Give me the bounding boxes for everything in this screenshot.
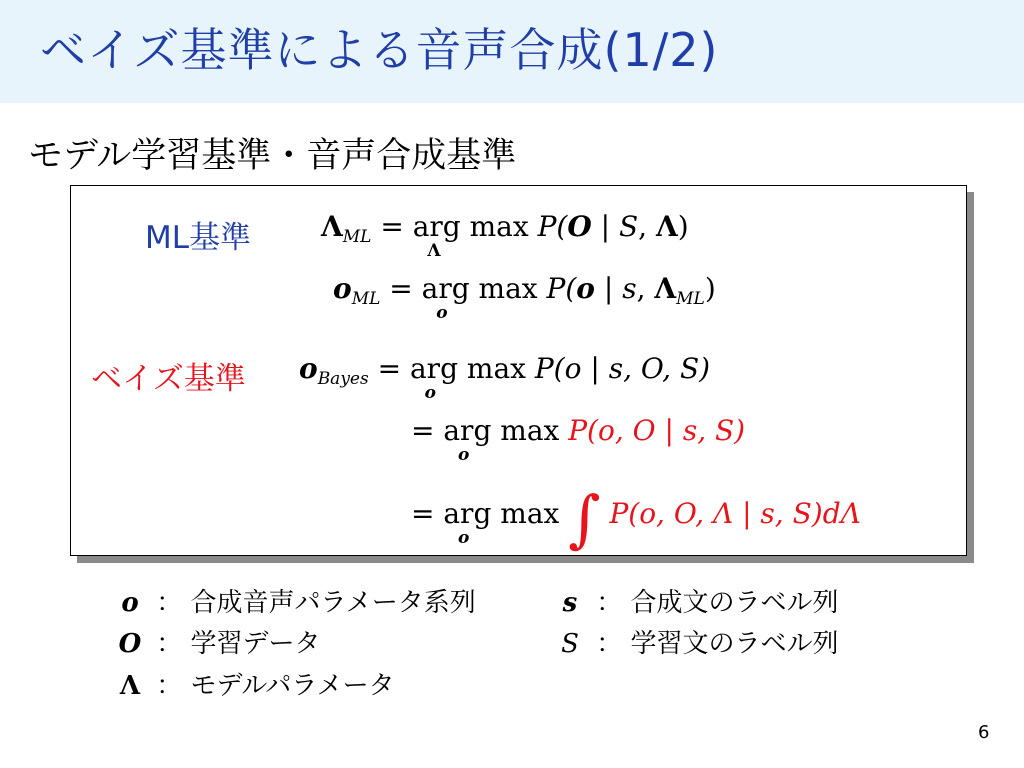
- bayes-criterion-label: ベイズ基準: [91, 361, 246, 397]
- legend-separator: ：: [156, 629, 183, 659]
- integral-symbol: ∫: [568, 482, 601, 555]
- o-ml-symbol: o: [333, 272, 352, 305]
- legend-symbol: o: [121, 588, 139, 618]
- legend-separator: ：: [156, 671, 183, 701]
- legend-item-o: [112, 582, 476, 619]
- equation-bayes-1: [299, 352, 711, 403]
- legend-item-lambda: [112, 665, 395, 702]
- bayes-rhs-1: P(o | s, O, S): [534, 352, 711, 385]
- argmax-operator: = arg max o: [389, 272, 538, 323]
- equation-ml-lambda: $\Lambda_{ML}$ = arg max Λ P(O | S, Λ): [321, 210, 689, 261]
- o-ml-subscript: ML: [351, 289, 381, 309]
- lambda-ml-subscript: ML: [342, 227, 372, 247]
- argmax-operator: = arg max o: [411, 497, 560, 548]
- equation-bayes-3: [411, 482, 861, 555]
- equation-box: [70, 185, 967, 556]
- slide-title: ベイズ基準による音声合成(1/2): [40, 23, 719, 77]
- o-bayes-symbol: o: [299, 352, 318, 385]
- legend-separator: ：: [156, 588, 183, 618]
- legend-separator: ：: [596, 588, 623, 618]
- legend-text: 合成文のラベル列: [630, 588, 839, 618]
- equation-bayes-2: [411, 414, 746, 465]
- slide-subtitle: モデル学習基準・音声合成基準: [28, 136, 517, 176]
- legend-item-s: [552, 582, 839, 619]
- argmax-operator: = arg max Λ: [380, 210, 529, 261]
- legend-symbol: S: [561, 629, 579, 659]
- argmax-under-o: o: [436, 303, 448, 323]
- argmax-under-o: o: [424, 383, 436, 403]
- argmax-operator: = arg max o: [411, 414, 560, 465]
- legend-text: モデルパラメータ: [190, 671, 395, 701]
- legend-text: 学習データ: [190, 629, 321, 659]
- legend-text: 学習文のラベル列: [630, 629, 839, 659]
- ml-criterion-label: ML基準: [145, 220, 252, 256]
- argmax-operator: = arg max o: [377, 352, 526, 403]
- legend-text: 合成音声パラメータ系列: [190, 588, 476, 618]
- argmax-under-o: o: [458, 445, 470, 465]
- bayes-rhs-2: P(o, O | s, S): [568, 414, 746, 447]
- legend-symbol: Λ: [119, 671, 141, 701]
- legend-symbol: s: [562, 588, 578, 618]
- legend-separator: ：: [596, 629, 623, 659]
- legend-item-S: [552, 623, 839, 660]
- lambda-ml-symbol: Λ: [321, 210, 343, 243]
- legend-item-O: [112, 623, 321, 660]
- bayes-rhs-3: P(o, O, Λ | s, S)dΛ: [609, 497, 861, 530]
- legend-symbol: O: [118, 629, 142, 659]
- page-number: 6: [978, 722, 990, 743]
- argmax-under-lambda: Λ: [427, 241, 441, 261]
- argmax-under-o: o: [458, 528, 470, 548]
- o-bayes-subscript: Bayes: [317, 369, 369, 389]
- equation-ml-o: $o_{ML}$ = arg max o P(o | s, $\Lambda_{ML}$): [333, 272, 716, 323]
